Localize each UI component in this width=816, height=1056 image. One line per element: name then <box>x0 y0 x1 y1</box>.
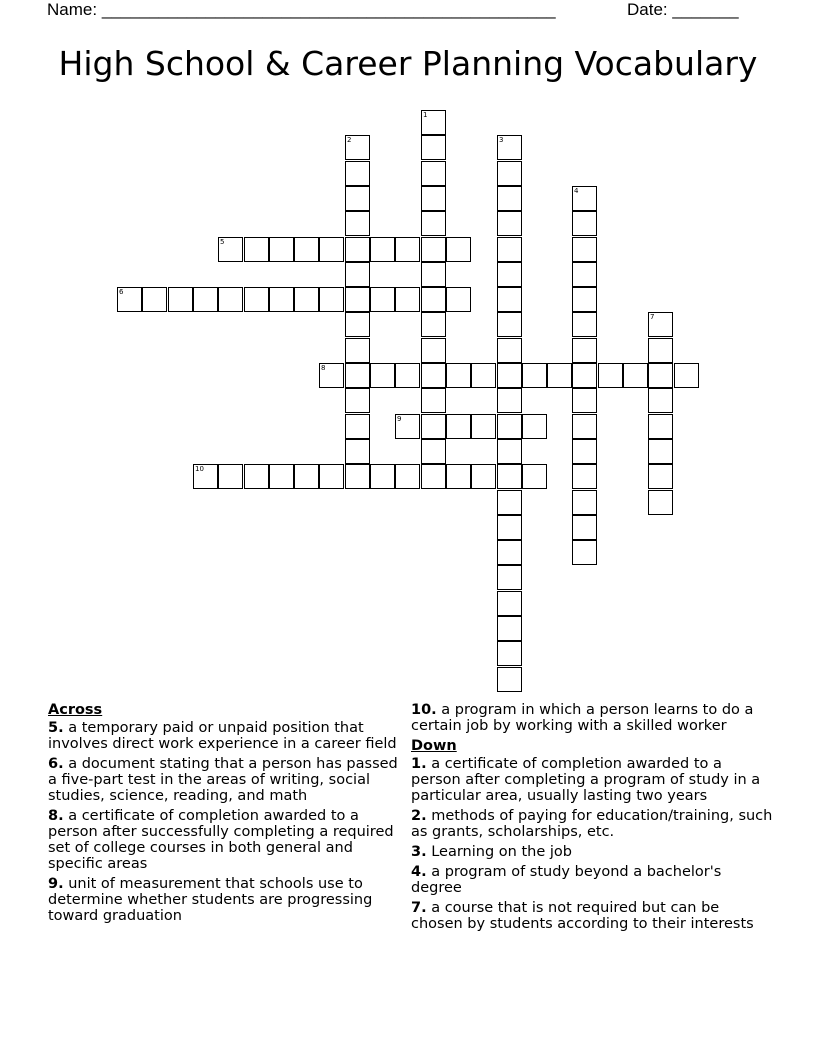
clue-number: 7. <box>411 900 427 916</box>
cell-number: 6 <box>119 288 124 296</box>
crossword-cell[interactable] <box>522 363 547 388</box>
crossword-cell[interactable] <box>395 363 420 388</box>
crossword-cell[interactable] <box>421 363 446 388</box>
crossword-cell[interactable] <box>421 388 446 413</box>
crossword-cell[interactable] <box>497 641 522 666</box>
crossword-cell[interactable] <box>319 287 344 312</box>
clue-text: unit of measurement that schools use to determine whether students are progressing toward graduation <box>48 876 373 924</box>
crossword-cell[interactable] <box>446 414 471 439</box>
crossword-cell[interactable] <box>497 464 522 489</box>
crossword-cell[interactable] <box>218 237 243 262</box>
clue-number: 5. <box>48 720 64 736</box>
crossword-cell[interactable] <box>648 414 673 439</box>
cell-number: 4 <box>574 187 579 195</box>
crossword-cell[interactable] <box>572 414 597 439</box>
clue-across-8 <box>48 808 406 872</box>
crossword-cell[interactable] <box>345 135 370 160</box>
clue-across-10 <box>411 702 773 734</box>
crossword-cell[interactable] <box>471 363 496 388</box>
crossword-cell[interactable] <box>421 186 446 211</box>
clues-left-column <box>48 702 406 928</box>
crossword-cell[interactable] <box>572 211 597 236</box>
across-heading: Across <box>48 702 103 718</box>
crossword-cell[interactable] <box>421 237 446 262</box>
clue-across-9 <box>48 876 406 924</box>
crossword-cell[interactable] <box>648 439 673 464</box>
name-label: Name: <box>47 0 98 19</box>
crossword-cell[interactable] <box>294 464 319 489</box>
crossword-cell[interactable] <box>497 211 522 236</box>
crossword-cell[interactable] <box>218 287 243 312</box>
crossword-cell[interactable] <box>244 464 269 489</box>
crossword-cell[interactable] <box>497 540 522 565</box>
crossword-cell[interactable] <box>345 186 370 211</box>
crossword-cell[interactable] <box>497 591 522 616</box>
crossword-cell[interactable] <box>446 464 471 489</box>
crossword-cell[interactable] <box>193 464 218 489</box>
clue-number: 1. <box>411 756 427 772</box>
crossword-cell[interactable] <box>522 414 547 439</box>
cell-number: 1 <box>423 111 428 119</box>
crossword-cell[interactable] <box>572 464 597 489</box>
crossword-cell[interactable] <box>497 515 522 540</box>
crossword-cell[interactable] <box>497 186 522 211</box>
date-label: Date: <box>627 0 668 19</box>
crossword-cell[interactable] <box>497 490 522 515</box>
crossword-cell[interactable] <box>471 414 496 439</box>
crossword-cell[interactable] <box>319 464 344 489</box>
crossword-cell[interactable] <box>572 490 597 515</box>
crossword-cell[interactable] <box>269 464 294 489</box>
crossword-cell[interactable] <box>345 237 370 262</box>
clue-down-1 <box>411 756 773 804</box>
crossword-cell[interactable] <box>421 439 446 464</box>
clues-right-column <box>411 702 773 936</box>
crossword-cell[interactable] <box>345 414 370 439</box>
clue-number: 2. <box>411 808 427 824</box>
crossword-cell[interactable] <box>497 262 522 287</box>
crossword-cell[interactable] <box>345 211 370 236</box>
clue-text: a temporary paid or unpaid position that involves direct work experience in a career field <box>48 720 397 752</box>
crossword-cell[interactable] <box>168 287 193 312</box>
crossword-cell[interactable] <box>370 363 395 388</box>
crossword-cell[interactable] <box>648 490 673 515</box>
crossword-cell[interactable] <box>421 161 446 186</box>
clue-text: a certificate of completion awarded to a person after completing a program of study in a particular area, usually lasting two years <box>411 756 761 804</box>
crossword-cell[interactable] <box>345 338 370 363</box>
name-line[interactable]: ________________________________________________ <box>101 0 556 19</box>
crossword-cell[interactable] <box>623 363 648 388</box>
clue-text: Learning on the job <box>431 844 572 860</box>
crossword-cell[interactable] <box>294 287 319 312</box>
clue-down-3 <box>411 844 773 860</box>
clue-text: a document stating that a person has passed a five-part test in the areas of writing, social studies, science, reading, and math <box>48 756 398 804</box>
crossword-cell[interactable] <box>497 161 522 186</box>
crossword-cell[interactable] <box>345 439 370 464</box>
date-line[interactable]: _______ <box>672 0 739 19</box>
crossword-cell[interactable] <box>345 363 370 388</box>
crossword-cell[interactable] <box>547 363 572 388</box>
clue-number: 3. <box>411 844 427 860</box>
clue-down-4 <box>411 864 773 896</box>
clue-number: 10. <box>411 702 437 718</box>
clue-text: a certificate of completion awarded to a person after successfully completing a required set of college courses in both general and specific areas <box>48 808 394 872</box>
crossword-cell[interactable] <box>244 287 269 312</box>
crossword-cell[interactable] <box>345 464 370 489</box>
crossword-cell[interactable] <box>572 186 597 211</box>
crossword-cell[interactable] <box>345 287 370 312</box>
cell-number: 7 <box>650 313 655 321</box>
clue-down-2 <box>411 808 773 840</box>
cell-number: 8 <box>321 364 326 372</box>
crossword-cell[interactable] <box>497 439 522 464</box>
crossword-cell[interactable] <box>269 287 294 312</box>
crossword-cell[interactable] <box>395 414 420 439</box>
clue-across-6 <box>48 756 406 804</box>
clue-number: 6. <box>48 756 64 772</box>
crossword-cell[interactable] <box>497 287 522 312</box>
crossword-cell[interactable] <box>572 515 597 540</box>
crossword-cell[interactable] <box>319 237 344 262</box>
crossword-cell[interactable] <box>648 312 673 337</box>
cell-number: 2 <box>347 136 352 144</box>
crossword-cell[interactable] <box>522 464 547 489</box>
crossword-cell[interactable] <box>572 237 597 262</box>
crossword-cell[interactable] <box>395 287 420 312</box>
crossword-cell[interactable] <box>497 616 522 641</box>
clue-text: a program of study beyond a bachelor's degree <box>411 864 722 896</box>
crossword-cell[interactable] <box>598 363 623 388</box>
crossword-cell[interactable] <box>345 388 370 413</box>
clue-number: 8. <box>48 808 64 824</box>
crossword-cell[interactable] <box>446 287 471 312</box>
crossword-cell[interactable] <box>446 363 471 388</box>
name-field[interactable] <box>47 0 556 20</box>
crossword-cell[interactable] <box>345 262 370 287</box>
clue-text: methods of paying for education/training, such as grants, scholarships, etc. <box>411 808 773 840</box>
crossword-cell[interactable] <box>572 439 597 464</box>
crossword-cell[interactable] <box>421 135 446 160</box>
crossword-cell[interactable] <box>572 262 597 287</box>
crossword-cell[interactable] <box>117 287 142 312</box>
date-field[interactable] <box>627 0 739 20</box>
crossword-cell[interactable] <box>244 237 269 262</box>
cell-number: 10 <box>195 465 204 473</box>
crossword-cell[interactable] <box>345 161 370 186</box>
cell-number: 5 <box>220 238 225 246</box>
crossword-cell[interactable] <box>648 338 673 363</box>
crossword-cell[interactable] <box>193 287 218 312</box>
crossword-cell[interactable] <box>142 287 167 312</box>
crossword-cell[interactable] <box>319 363 344 388</box>
crossword-cell[interactable] <box>497 135 522 160</box>
crossword-cell[interactable] <box>421 312 446 337</box>
crossword-cell[interactable] <box>497 565 522 590</box>
crossword-cell[interactable] <box>421 338 446 363</box>
crossword-cell[interactable] <box>395 464 420 489</box>
crossword-cell[interactable] <box>421 110 446 135</box>
crossword-cell[interactable] <box>421 211 446 236</box>
crossword-cell[interactable] <box>497 237 522 262</box>
crossword-cell[interactable] <box>648 464 673 489</box>
crossword-cell[interactable] <box>497 363 522 388</box>
crossword-cell[interactable] <box>370 464 395 489</box>
crossword-cell[interactable] <box>572 388 597 413</box>
crossword-cell[interactable] <box>218 464 243 489</box>
cell-number: 3 <box>499 136 504 144</box>
crossword-cell[interactable] <box>421 464 446 489</box>
crossword-cell[interactable] <box>572 540 597 565</box>
crossword-cell[interactable] <box>497 414 522 439</box>
clue-text: a course that is not required but can be chosen by students according to their interests <box>411 900 754 932</box>
crossword-cell[interactable] <box>648 363 673 388</box>
crossword-cell[interactable] <box>395 237 420 262</box>
crossword-cell[interactable] <box>345 312 370 337</box>
crossword-cell[interactable] <box>648 388 673 413</box>
crossword-cell[interactable] <box>370 237 395 262</box>
crossword-cell[interactable] <box>572 312 597 337</box>
crossword-cell[interactable] <box>471 464 496 489</box>
clue-text: a program in which a person learns to do a certain job by working with a skilled worker <box>411 702 754 734</box>
crossword-cell[interactable] <box>294 237 319 262</box>
clue-number: 9. <box>48 876 64 892</box>
clue-number: 4. <box>411 864 427 880</box>
crossword-cell[interactable] <box>269 237 294 262</box>
down-heading: Down <box>411 738 457 754</box>
crossword-cell[interactable] <box>421 414 446 439</box>
crossword-cell[interactable] <box>572 287 597 312</box>
crossword-cell[interactable] <box>497 388 522 413</box>
clue-across-5 <box>48 720 406 752</box>
clue-down-7 <box>411 900 773 932</box>
page-title: High School & Career Planning Vocabulary <box>58 44 758 83</box>
crossword-cell[interactable] <box>497 667 522 692</box>
crossword-cell[interactable] <box>446 237 471 262</box>
crossword-cell[interactable] <box>674 363 699 388</box>
crossword-cell[interactable] <box>497 338 522 363</box>
crossword-cell[interactable] <box>421 287 446 312</box>
crossword-cell[interactable] <box>572 363 597 388</box>
crossword-cell[interactable] <box>421 262 446 287</box>
crossword-cell[interactable] <box>572 338 597 363</box>
crossword-cell[interactable] <box>370 287 395 312</box>
crossword-cell[interactable] <box>497 312 522 337</box>
cell-number: 9 <box>397 415 402 423</box>
